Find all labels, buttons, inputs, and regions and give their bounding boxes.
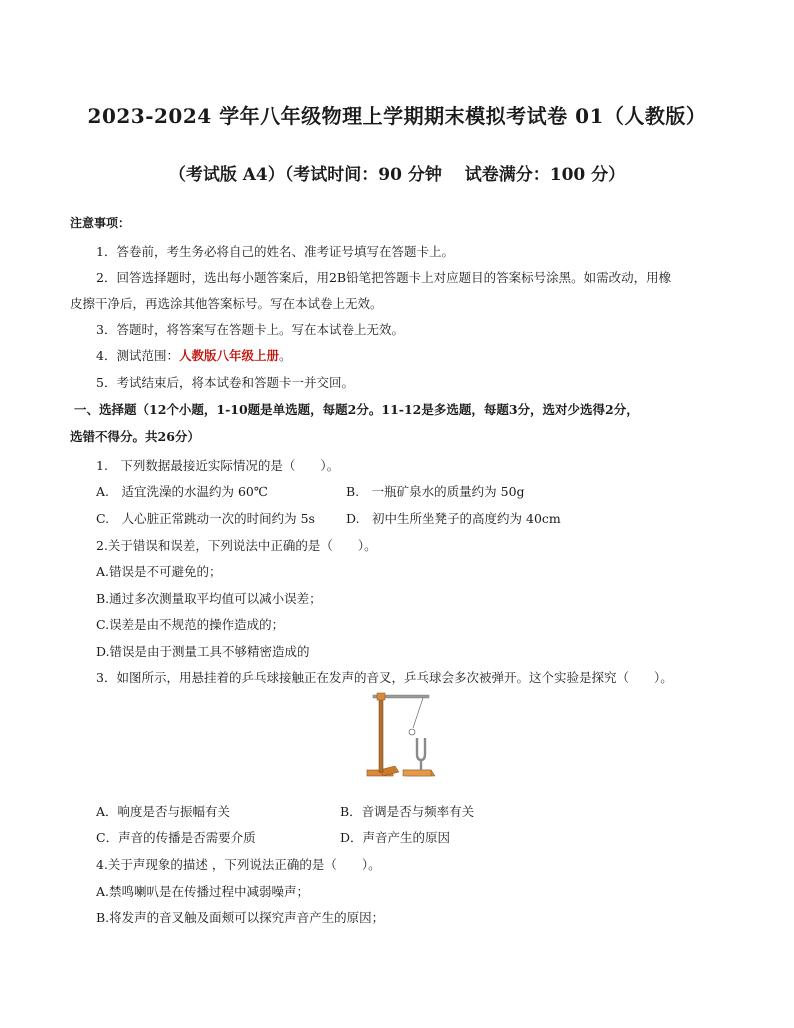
- tuning-fork-experiment-figure: [365, 690, 435, 790]
- q4-option-b: B.将发声的音叉触及面颊可以探究声音产生的原因；: [96, 910, 385, 925]
- notes-item-4-suffix: 。: [278, 348, 292, 363]
- notes-item-4: [96, 346, 292, 364]
- q3-option-c: C．声音的传播是否需要介质: [96, 830, 256, 845]
- section-1-heading-b: 选错不得分。共26分）: [70, 429, 200, 444]
- q1-option-c: C. 人心脏正常跳动一次的时间约为 5s: [96, 511, 315, 526]
- tuning-fork: [417, 738, 425, 760]
- stand-pole: [379, 698, 383, 772]
- section-1-heading-a: 一、选择题（12个小题，1-10题是单选题，每题2分。11-12是多选题，每题3分，选对少选得2分，: [74, 402, 639, 417]
- q2-option-b: B.通过多次测量取平均值可以减小误差；: [96, 591, 322, 606]
- q2-stem: 2.关于错误和误差，下列说法中正确的是（ ）。: [96, 538, 377, 553]
- q1-option-a: A. 适宜洗澡的水温约为 60℃: [96, 484, 268, 499]
- notes-item-3: 3．答题时，将答案写在答题卡上。写在本试卷上无效。: [96, 322, 404, 337]
- stand-clamp: [377, 693, 385, 700]
- q2-option-c: C.误差是由不规范的操作造成的；: [96, 617, 285, 632]
- exam-title: 2023-2024 学年八年级物理上学期期末模拟考试卷 01（人教版）: [87, 104, 707, 128]
- notes-item-4-prefix: 4．测试范围：: [96, 348, 179, 363]
- q4-option-a: A.禁鸣喇叭是在传播过程中减弱噪声；: [96, 884, 310, 899]
- notes-item-5: 5．考试结束后，将本试卷和答题卡一并交回。: [96, 375, 354, 390]
- notes-item-2b: 皮擦干净后，再选涂其他答案标号。写在本试卷上无效。: [70, 296, 383, 311]
- notes-item-2a: 2．回答选择题时，选出每小题答案后，用2B铅笔把答题卡上对应题目的答案标号涂黑。如需改动，用橡: [96, 270, 672, 285]
- q3-stem: 3．如图所示，用悬挂着的乒乓球接触正在发声的音叉，乒乓球会多次被弹开。这个实验是探究（ ）。: [96, 670, 673, 685]
- test-range: 人教版八年级上册: [178, 348, 279, 363]
- q3-option-b: B．音调是否与频率有关: [340, 804, 475, 819]
- ping-pong-ball: [409, 729, 415, 735]
- q1-option-d: D. 初中生所坐凳子的高度约为 40cm: [346, 511, 561, 526]
- q1-stem: 1. 下列数据最接近实际情况的是（ ）。: [96, 458, 340, 473]
- exam-subtitle: （考试版 A4）（考试时间：90 分钟 试卷满分：100 分）: [168, 165, 626, 185]
- q2-option-d: D.错误是由于测量工具不够精密造成的: [96, 644, 310, 659]
- q3-option-a: A．响度是否与振幅有关: [96, 804, 231, 819]
- notes-item-1: 1．答卷前，考生务必将自己的姓名、准考证号填写在答题卡上。: [96, 244, 454, 259]
- q4-stem: 4.关于声现象的描述 ，下列说法正确的是（ ）。: [96, 857, 381, 872]
- fork-box-front: [403, 770, 431, 776]
- q2-option-a: A.错误是不可避免的；: [96, 564, 222, 579]
- q3-option-d: D．声音产生的原因: [340, 830, 451, 845]
- notes-heading: 注意事项：: [70, 216, 131, 230]
- q1-option-b: B. 一瓶矿泉水的质量约为 50g: [346, 484, 525, 499]
- thread: [413, 698, 423, 728]
